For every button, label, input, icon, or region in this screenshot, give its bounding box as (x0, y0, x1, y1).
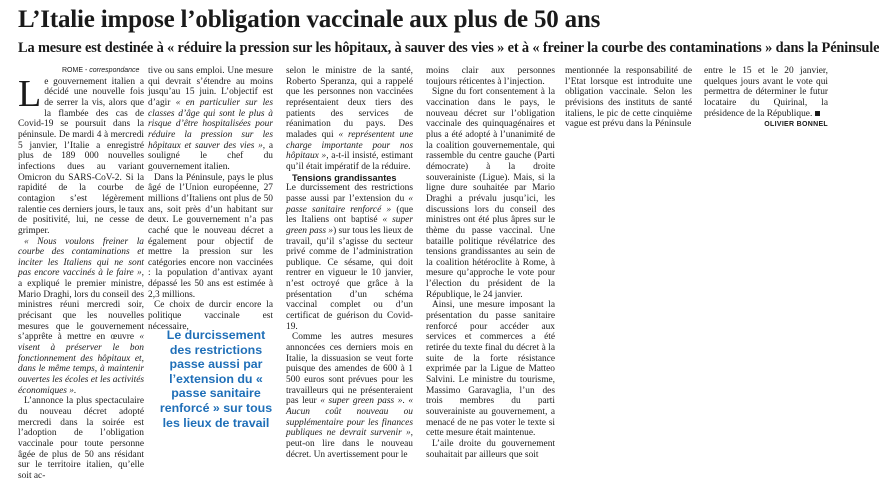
quote: « Aucun coût nouveau ou supplémentaire pour les finances publiques ne devrait survenir » (286, 396, 413, 439)
paragraph-text: . (402, 396, 409, 407)
quote: « visent à préserver le bon fonctionnement des hôpitaux et, dans le même temps, à maintenir ouvertes les écoles et les activités économiques ». (18, 332, 144, 396)
paragraph (286, 66, 413, 173)
paragraph (286, 183, 413, 332)
quote: « Nous voulons freiner la courbe des contaminations et inciter les Italiens qui ne sont pas encore vaccinés à le faire » (18, 236, 144, 279)
dateline-type: correspondance (89, 67, 140, 74)
quote: « en particulier sur les classes d’âge qui sont le plus à risque d’être hospitalisées pour réduire la pression sur les hôpitaux et sauver des vies » (148, 97, 273, 151)
paragraph: mentionnée la responsabilité de l’Etat lorsque est introduite une obligation vaccinale. Selon les prévisions des instituts de santé italiens, le pic de cette cinquième vague est prévu dans la Péninsule (565, 66, 692, 130)
column-6 (704, 66, 828, 450)
paragraph-text: Comme les autres mesures annoncées ces derniers mois en Italie, la dissuasion se veut forte puisque des amendes de 600 à 1 500 euros sont prévues pour les travailleurs qui ne présenteraient pas leur (286, 332, 413, 407)
column-1 (18, 66, 144, 481)
paragraph: Signe du fort consentement à la vaccination dans le pays, le nouveau décret sur l’obligation vaccinale des quinquagénaires et plus a été adopté à l’unanimité de la coalition gouvernementale, qui rassemble du centre gauche (Parti démocrate) à la droite souverainiste (Ligue). Mais, si la ligne dure souhaitée par Mario Draghi a prévalu jusqu’ici, les discussions lors du conseil des ministres ont été plus âpres sur le thème du passe vaccinal. Une bataille politique révélatrice des tensions grandissantes au sein de la coalition hétéroclite à Rome, à mesure qu’approche le vote pour l’élection du président de la République, le 24 janvier. (426, 87, 555, 300)
subheading: Tensions grandissantes (292, 172, 397, 183)
paragraph: Ce choix de durcir encore la politique vaccinale est nécessaire, (148, 300, 273, 332)
paragraph-text: entre le 15 et le 20 janvier, quelques jours avant le vote qui permettra de déterminer le futur locataire du Quirinal, la présidence de la République. (704, 66, 828, 119)
paragraph-text: selon le ministre de la santé, Roberto Speranza, qui a rappelé que les personnes non vaccinées représentaient deux tiers des patients des services de réanimation du pays. Des malades qui (286, 66, 413, 140)
paragraph (18, 72, 144, 237)
paragraph-text: (que les Italiens ont baptisé (286, 204, 413, 226)
column-3 (286, 66, 414, 460)
paragraph (704, 66, 828, 119)
paragraph-text: , peut-on lire dans le nouveau décret. Un avertissement pour le (286, 428, 413, 460)
quote: « passe sanitaire renforcé » (286, 193, 413, 215)
paragraph (148, 66, 273, 173)
paragraph-text: tive ou sans emploi. Une mesure qui devrait s’étendre au moins jusqu’au 15 juin. L’objectif est d’agir (148, 66, 273, 108)
paragraph-text: e gouvernement italien a décidé une nouvelle fois de serrer la vis, alors que la flambée des cas de Covid-19 se poursuit dans la péninsule. De mardi 4 à mercredi 5 janvier, l’Italie a enregistré plus de 189 000 nouvelles infections dues au variant Omicron du SARS-CoV-2. Si la rapidité de la courbe de contagion s’est légèrement ralentie ces derniers jours, le taux de positivité, lui, ne cesse de grimper. (18, 76, 144, 236)
headline: L’Italie impose l’obligation vaccinale aux plus de 50 ans (18, 6, 601, 33)
paragraph: moins clair aux personnes toujours réticentes à l’injection. (426, 66, 555, 87)
paragraph-text: , a-t-il insisté, estimant qu’il était impératif de la réduire. (286, 151, 413, 172)
quote: « super green pass » (286, 215, 413, 236)
quote: « super green pass » (320, 396, 403, 407)
column-4 (426, 66, 555, 460)
paragraph: Dans la Péninsule, pays le plus âgé de l’Union européenne, 27 millions d’Italiens ont plus de 50 ans, soit près d’un habitant sur deux. Le gouvernement n’a pas caché que le nouveau décret a également pour objectif de mettre la pression sur les catégories encore non vaccinées : la population d’antivax ayant dépassé les 50 ans est estimée à 2,3 millions. (148, 172, 273, 300)
paragraph: L’aile droite du gouvernement souhaitait par ailleurs que soit (426, 438, 555, 460)
pull-quote: Le durcissement des restrictions passe aussi par l’extension du « passe sanitaire renforcé » sur tous les lieux de travail (159, 328, 273, 430)
paragraph (18, 237, 144, 397)
end-mark-icon (815, 111, 820, 116)
drop-cap: L (18, 72, 42, 115)
paragraph (286, 332, 413, 460)
deck: La mesure est destinée à « réduire la pression sur les hôpitaux, à sauver des vies » et à « freiner la courbe des contaminations » dans la Péninsule (18, 40, 879, 56)
paragraph-text: , a souligné le chef du gouvernement italien. (148, 140, 273, 172)
quote: « représentent une charge importante pour nos hôpitaux » (286, 129, 413, 162)
author-signature: OLIVIER BONNEL (764, 121, 828, 129)
paragraph-text: ) sur tous les lieux de travail, qu’il s’agisse du secteur privé comme de l’administration publique. Ce sésame, qui doit rentrer en vigueur le 10 janvier, n’est octroyé que grâce à la présentation d’un schéma vaccinal complet ou d’un certificat de guérison du Covid-19. (286, 225, 414, 332)
paragraph: Ainsi, une mesure imposant la présentation du passe sanitaire renforcé pour accéder aux services et commerces a été retirée du texte final du décret à la suite de la forte résistance exprimée par la Ligue de Matteo Salvini. Le ministre du tourisme, Massimo Garavaglia, l’un des trois membres du parti souverainiste au gouvernement, a menacé de ne pas voter le texte si cette mesure était maintenue. (426, 300, 555, 439)
paragraph-text: Le durcissement des restrictions passe aussi par l’extension du (286, 183, 413, 204)
column-5 (565, 66, 692, 450)
paragraph-text: , a expliqué le premier ministre, Mario Draghi, lors du conseil des ministres réuni mercredi soir, précisant que les nouvelles mesures que le gouvernement s’apprête à mettre en œuvre (18, 268, 144, 343)
dateline-location: ROME - (62, 67, 88, 74)
paragraph: L’annonce la plus spectaculaire du nouveau décret adopté mercredi dans la soirée est l’adoption de l’obligation vaccinale pour toute personne âgée de plus de 50 ans résidant sur le territoire italien, qu’elle soit ac- (18, 396, 144, 481)
